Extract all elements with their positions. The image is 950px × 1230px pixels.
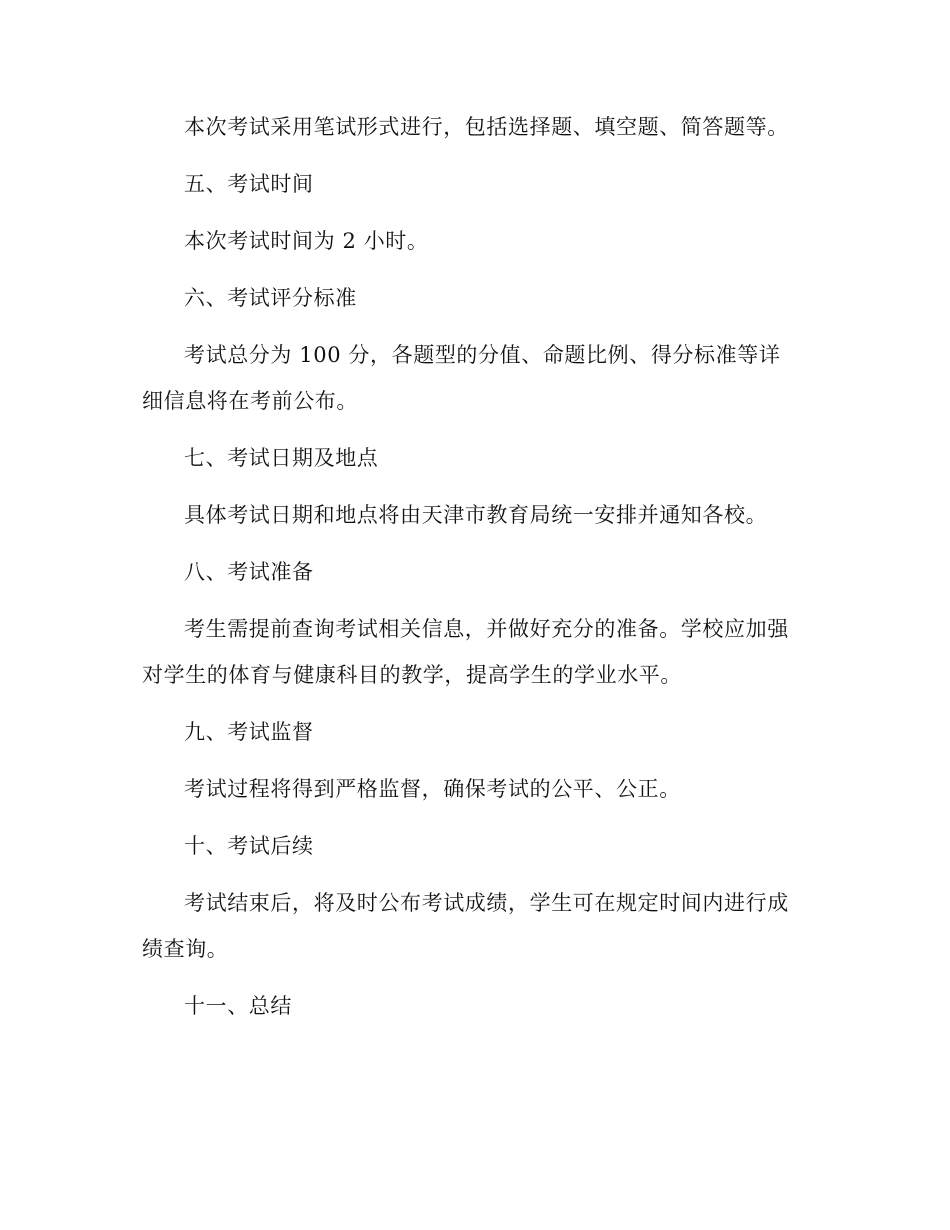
paragraph-exam-followup: 考试结束后，将及时公布考试成绩，学生可在规定时间内进行成绩查询。: [142, 891, 789, 961]
heading-summary: 十一、总结: [184, 994, 292, 1018]
paragraph-date-location: 具体考试日期和地点将由天津市教育局统一安排并通知各校。: [184, 503, 768, 527]
heading-exam-time: 五、考试时间: [184, 172, 314, 196]
heading-exam-preparation: 八、考试准备: [184, 560, 314, 584]
heading-exam-followup: 十、考试后续: [184, 834, 314, 858]
heading-exam-supervision: 九、考试监督: [184, 720, 314, 744]
paragraph-exam-supervision: 考试过程将得到严格监督，确保考试的公平、公正。: [184, 777, 681, 801]
heading-scoring-standard: 六、考试评分标准: [184, 286, 357, 310]
paragraph-exam-preparation: 考生需提前查询考试相关信息，并做好充分的准备。学校应加强对学生的体育与健康科目的教学，提高学生的学业水平。: [142, 617, 789, 687]
document-body: [142, 104, 802, 1040]
paragraph-exam-format: 本次考试采用笔试形式进行，包括选择题、填空题、简答题等。: [184, 115, 789, 139]
paragraph-exam-duration: 本次考试时间为 2 小时。: [184, 229, 429, 253]
heading-date-location: 七、考试日期及地点: [184, 446, 379, 470]
paragraph-total-score: 考试总分为 100 分，各题型的分值、命题比例、得分标准等详细信息将在考前公布。: [142, 343, 781, 413]
